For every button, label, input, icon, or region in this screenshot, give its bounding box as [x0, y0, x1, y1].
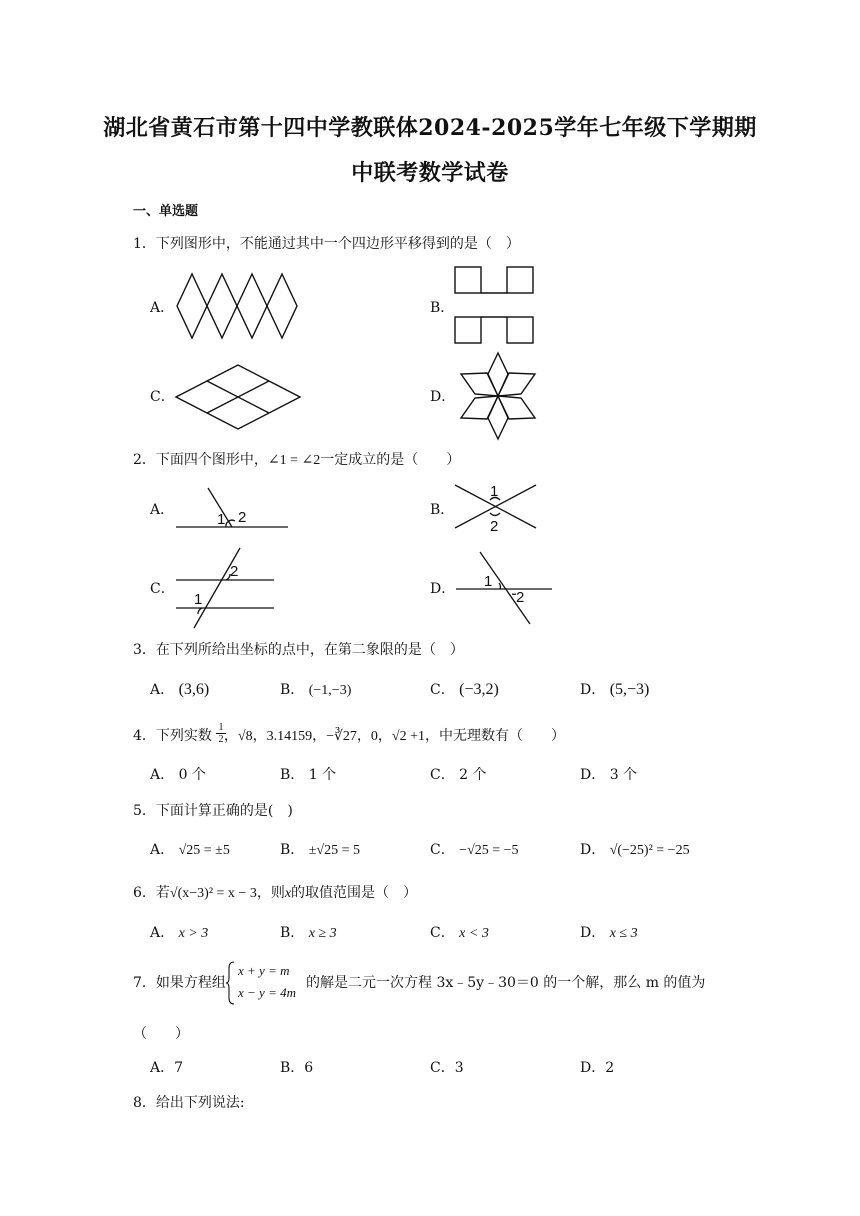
q3-option-b-label: B． — [280, 682, 305, 698]
q6-option-b — [280, 923, 337, 944]
q5-option-a — [150, 840, 230, 861]
q4-fraction — [216, 722, 226, 745]
q6-option-b-label: B． — [280, 925, 305, 941]
q7-option-d-value: 2 — [605, 1060, 615, 1076]
q5-option-b-value: ±√25 = 5 — [308, 843, 361, 858]
q4-option-d-label: D． — [580, 767, 606, 783]
q6-option-d-value: x ≤ 3 — [609, 926, 638, 941]
q2c-angle-1-label: 1 — [194, 591, 203, 608]
q1-figure-b-squares — [452, 264, 538, 348]
q2-figure-c — [172, 546, 278, 630]
q7-brace — [226, 960, 236, 1006]
question-6-stem — [133, 883, 417, 904]
q1-option-c-label: C． — [150, 389, 175, 405]
q6-option-d — [580, 923, 638, 944]
q3-option-d-label: D． — [580, 682, 606, 698]
q3-option-a-value: (3,6) — [178, 681, 210, 698]
q4-fraction-numerator: 1 — [216, 722, 226, 734]
q7-stem-part-2: 的解是二元一次方程 3x﹣5y﹣30＝0 的一个解，那么 m 的值为 — [306, 975, 706, 991]
q7-option-c-value: 3 — [454, 1060, 464, 1076]
q2-stem-part-2: 一定成立的是（ ） — [320, 452, 461, 468]
q3-option-c-value: (−3,2) — [459, 681, 499, 698]
question-2-stem — [133, 450, 460, 471]
q7-option-c — [430, 1058, 464, 1078]
q2d-angle-2-label: 2 — [516, 589, 525, 606]
q6-equation: √(x−3)² = x − 3 — [169, 886, 257, 901]
q6-option-a-value: x > 3 — [178, 926, 209, 941]
q7-option-c-label: C． — [430, 1060, 455, 1076]
q2c-angle-2-label: 2 — [230, 563, 239, 580]
q4-option-c-value: 2 个 — [459, 767, 487, 783]
q4-option-d-value: 3 个 — [609, 767, 638, 783]
q5-option-d-value: √(−25)² = −25 — [609, 843, 690, 858]
q1-figure-c-rhombus-grid — [172, 362, 308, 432]
q5-option-d — [580, 840, 690, 861]
question-8-stem: 8．给出下列说法: — [133, 1095, 245, 1111]
q1-option-b-label: B． — [430, 300, 455, 316]
q7-equation-1: x + y = m — [238, 963, 290, 978]
q4-option-d — [580, 765, 637, 785]
q5-option-b-label: B． — [280, 842, 305, 858]
q7-option-a-value: 7 — [174, 1060, 184, 1076]
q2b-angle-2-label: 2 — [490, 518, 499, 534]
q6-option-a-label: A． — [150, 925, 175, 941]
q2-option-d-label: D． — [430, 581, 456, 597]
q4-option-b-value: 1 个 — [308, 767, 337, 783]
q2-stem-part-1: 2．下面四个图形中， — [133, 452, 268, 468]
q1-figure-d-star — [452, 350, 544, 442]
q4-stem-part-1: 4．下列实数 — [133, 728, 212, 744]
q1-option-a-label: A． — [150, 300, 175, 316]
q2-figure-a — [172, 484, 292, 530]
q3-option-a-label: A． — [150, 682, 175, 698]
q7-answer-paren: （ ） — [133, 1026, 189, 1042]
q4-items: ，√8，3.14159，−∛27，0，√2 +1，中无理数有（ ） — [223, 729, 566, 744]
q6-option-c — [430, 923, 489, 944]
q2-angle-equation: ∠1 = ∠2 — [267, 453, 321, 468]
q4-fraction-denominator: 2 — [218, 734, 224, 745]
q5-option-c-value: −√25 = −5 — [459, 843, 519, 858]
q4-option-a-value: 0 个 — [178, 767, 206, 783]
q6-stem-part-1: 6．若 — [133, 885, 170, 901]
question-3-stem: 3．在下列所给出坐标的点中，在第二象限的是（ ） — [133, 642, 464, 658]
q7-option-d-label: D． — [580, 1060, 606, 1076]
q2-option-b-label: B． — [430, 502, 455, 518]
question-1-stem: 1．下列图形中，不能通过其中一个四边形平移得到的是（ ） — [133, 236, 520, 252]
q4-option-b-label: B． — [280, 767, 305, 783]
q1-figure-a-rhombus-chain — [172, 270, 312, 342]
q6-stem-part-3: 的取值范围是（ ） — [291, 885, 418, 901]
q5-option-c — [430, 840, 519, 861]
q3-option-c — [430, 680, 499, 700]
q6-option-a — [150, 923, 208, 944]
q3-option-c-label: C． — [430, 682, 455, 698]
q1-option-d-label: D． — [430, 389, 456, 405]
page-title-line-2: 中联考数学试卷 — [351, 160, 509, 186]
q6-option-c-value: x < 3 — [459, 926, 489, 941]
q4-option-c — [430, 765, 487, 785]
q6-variable: x — [284, 886, 292, 901]
q4-option-c-label: C． — [430, 767, 455, 783]
q5-option-c-label: C． — [430, 842, 455, 858]
q6-stem-part-2: ，则 — [256, 885, 285, 901]
q6-option-c-label: C． — [430, 925, 455, 941]
q6-option-d-label: D． — [580, 925, 606, 941]
q2a-angle-2-label: 2 — [238, 509, 247, 526]
q2a-angle-1-label: 1 — [217, 511, 226, 528]
q5-option-b — [280, 840, 360, 861]
q4-option-a-label: A． — [150, 767, 175, 783]
q7-equation-2: x − y = 4m — [238, 985, 296, 1000]
q2-figure-b — [452, 480, 540, 534]
question-5-stem: 5．下面计算正确的是( ) — [133, 803, 293, 819]
q2-figure-d — [452, 550, 556, 626]
q7-option-d — [580, 1058, 614, 1078]
q3-option-d-value: (5,−3) — [609, 681, 650, 698]
q6-option-b-value: x ≥ 3 — [308, 926, 337, 941]
q2b-angle-1-label: 1 — [490, 483, 499, 500]
q3-option-b-value: (−1,−3) — [308, 683, 352, 698]
q3-option-b — [280, 680, 351, 701]
q7-option-b — [280, 1058, 313, 1078]
q2d-angle-1-label: 1 — [484, 573, 493, 590]
q2-option-a-label: A． — [150, 502, 175, 518]
q7-option-b-value: 6 — [304, 1060, 314, 1076]
q4-option-a — [150, 765, 206, 785]
section-heading: 一、单选题 — [133, 204, 199, 219]
q2-option-c-label: C． — [150, 581, 175, 597]
page-title-line-1: 湖北省黄石市第十四中学教联体2024-2025学年七年级下学期期 — [103, 115, 757, 141]
q5-option-d-label: D． — [580, 842, 606, 858]
q7-stem-part-1: 7．如果方程组 — [133, 975, 226, 991]
q5-option-a-value: √25 = ±5 — [178, 843, 230, 858]
q3-option-d — [580, 680, 649, 700]
q4-option-b — [280, 765, 336, 785]
question-4-stem — [133, 726, 565, 747]
q7-option-b-label: B． — [280, 1060, 305, 1076]
q5-option-a-label: A． — [150, 842, 175, 858]
q7-option-a — [150, 1058, 183, 1078]
q7-option-a-label: A． — [150, 1060, 175, 1076]
q3-option-a — [150, 680, 209, 700]
